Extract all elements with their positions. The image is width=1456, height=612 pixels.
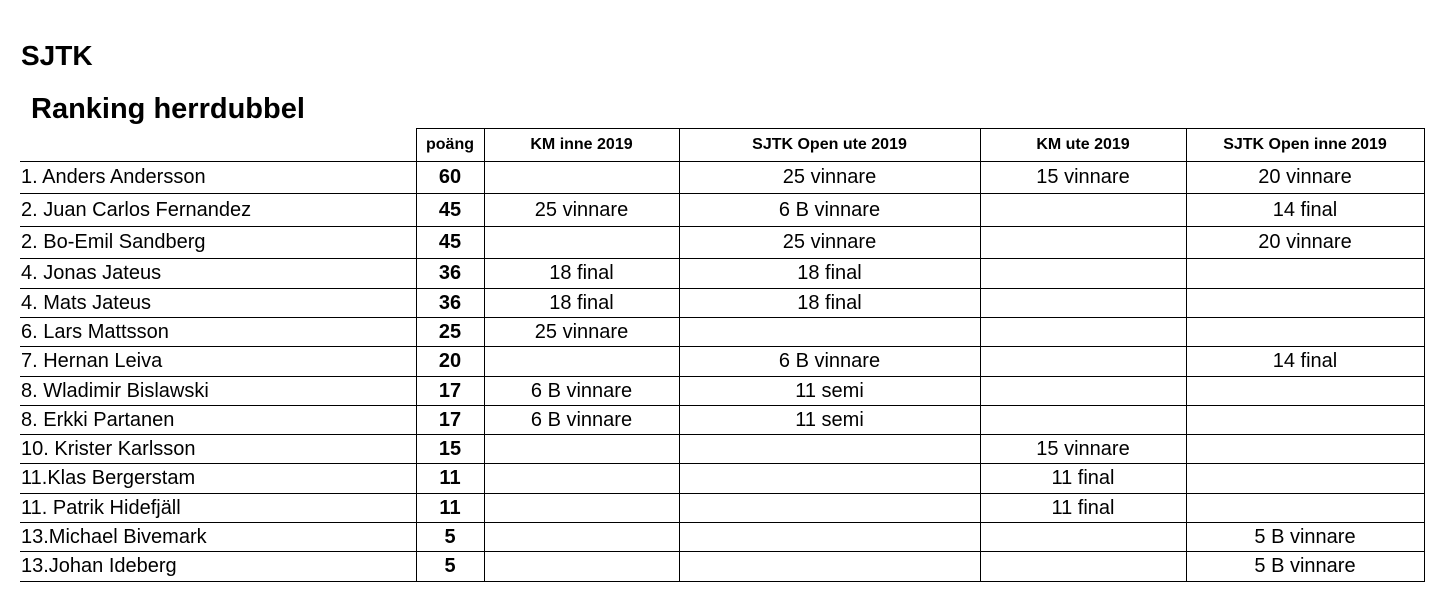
open-inne-result: [1186, 377, 1424, 406]
km-ute-result: [980, 194, 1186, 227]
table-row: [20, 435, 1424, 464]
ranking-table: [20, 128, 1425, 582]
table-row: [20, 194, 1424, 227]
km-ute-result: [980, 227, 1186, 259]
table-row: [20, 377, 1424, 406]
table-row: [20, 523, 1424, 552]
points: 5: [416, 523, 484, 552]
open-ute-result: 11 semi: [679, 377, 980, 406]
points: 45: [416, 227, 484, 259]
points: 15: [416, 435, 484, 464]
open-inne-result: 5 B vinnare: [1186, 552, 1424, 582]
points: 5: [416, 552, 484, 582]
points: 25: [416, 318, 484, 347]
km-ute-result: [980, 289, 1186, 318]
page-title: Ranking herrdubbel: [31, 93, 305, 125]
player-name: 8. Wladimir Bislawski: [20, 377, 416, 406]
open-ute-result: 25 vinnare: [679, 227, 980, 259]
open-inne-result: 14 final: [1186, 347, 1424, 377]
player-name: 10. Krister Karlsson: [20, 435, 416, 464]
header-km-inne: KM inne 2019: [484, 129, 679, 162]
table-row: [20, 162, 1424, 194]
open-inne-result: [1186, 318, 1424, 347]
open-ute-result: 18 final: [679, 289, 980, 318]
player-name: 2. Juan Carlos Fernandez: [20, 194, 416, 227]
points: 60: [416, 162, 484, 194]
open-ute-result: 25 vinnare: [679, 162, 980, 194]
points: 36: [416, 259, 484, 289]
km-ute-result: 15 vinnare: [980, 435, 1186, 464]
player-name: 7. Hernan Leiva: [20, 347, 416, 377]
km-inne-result: [484, 494, 679, 523]
km-ute-result: [980, 377, 1186, 406]
table-row: [20, 464, 1424, 494]
org-name: SJTK: [21, 40, 93, 71]
km-ute-result: [980, 347, 1186, 377]
km-ute-result: 11 final: [980, 464, 1186, 494]
open-inne-result: 20 vinnare: [1186, 227, 1424, 259]
open-ute-result: [679, 435, 980, 464]
open-inne-result: [1186, 259, 1424, 289]
km-inne-result: [484, 464, 679, 494]
player-name: 8. Erkki Partanen: [20, 406, 416, 435]
player-name: 2. Bo-Emil Sandberg: [20, 227, 416, 259]
open-inne-result: [1186, 435, 1424, 464]
points: 11: [416, 464, 484, 494]
open-ute-result: 18 final: [679, 259, 980, 289]
points: 17: [416, 406, 484, 435]
header-open-inne: SJTK Open inne 2019: [1186, 129, 1424, 162]
km-inne-result: [484, 552, 679, 582]
km-inne-result: [484, 162, 679, 194]
km-ute-result: [980, 523, 1186, 552]
open-inne-result: 20 vinnare: [1186, 162, 1424, 194]
player-name: 4. Mats Jateus: [20, 289, 416, 318]
open-inne-result: 14 final: [1186, 194, 1424, 227]
player-name: 11. Patrik Hidefjäll: [20, 494, 416, 523]
table-row: [20, 289, 1424, 318]
open-inne-result: [1186, 406, 1424, 435]
table-row: [20, 347, 1424, 377]
header-name: [20, 129, 416, 162]
km-ute-result: [980, 406, 1186, 435]
points: 36: [416, 289, 484, 318]
points: 20: [416, 347, 484, 377]
open-inne-result: [1186, 494, 1424, 523]
km-inne-result: [484, 347, 679, 377]
table-row: [20, 552, 1424, 582]
header-km-ute: KM ute 2019: [980, 129, 1186, 162]
header-row: [20, 129, 1424, 162]
header-open-ute: SJTK Open ute 2019: [679, 129, 980, 162]
km-ute-result: [980, 318, 1186, 347]
km-ute-result: [980, 259, 1186, 289]
km-inne-result: 25 vinnare: [484, 318, 679, 347]
table-row: [20, 406, 1424, 435]
player-name: 4. Jonas Jateus: [20, 259, 416, 289]
km-inne-result: [484, 227, 679, 259]
header-points: poäng: [416, 129, 484, 162]
open-ute-result: 6 B vinnare: [679, 194, 980, 227]
km-ute-result: 15 vinnare: [980, 162, 1186, 194]
km-inne-result: 18 final: [484, 289, 679, 318]
player-name: 6. Lars Mattsson: [20, 318, 416, 347]
open-ute-result: [679, 494, 980, 523]
open-ute-result: 6 B vinnare: [679, 347, 980, 377]
table-row: [20, 318, 1424, 347]
points: 11: [416, 494, 484, 523]
player-name: 13.Michael Bivemark: [20, 523, 416, 552]
table-row: [20, 259, 1424, 289]
player-name: 11.Klas Bergerstam: [20, 464, 416, 494]
km-inne-result: 25 vinnare: [484, 194, 679, 227]
km-ute-result: [980, 552, 1186, 582]
player-name: 13.Johan Ideberg: [20, 552, 416, 582]
open-ute-result: [679, 523, 980, 552]
table-body: [20, 162, 1424, 582]
km-inne-result: 6 B vinnare: [484, 406, 679, 435]
open-ute-result: 11 semi: [679, 406, 980, 435]
points: 45: [416, 194, 484, 227]
open-inne-result: [1186, 289, 1424, 318]
open-ute-result: [679, 318, 980, 347]
points: 17: [416, 377, 484, 406]
open-ute-result: [679, 552, 980, 582]
km-inne-result: 18 final: [484, 259, 679, 289]
player-name: 1. Anders Andersson: [20, 162, 416, 194]
open-inne-result: [1186, 464, 1424, 494]
open-inne-result: 5 B vinnare: [1186, 523, 1424, 552]
km-inne-result: [484, 435, 679, 464]
table-row: [20, 227, 1424, 259]
km-inne-result: 6 B vinnare: [484, 377, 679, 406]
km-inne-result: [484, 523, 679, 552]
table-row: [20, 494, 1424, 523]
km-ute-result: 11 final: [980, 494, 1186, 523]
open-ute-result: [679, 464, 980, 494]
